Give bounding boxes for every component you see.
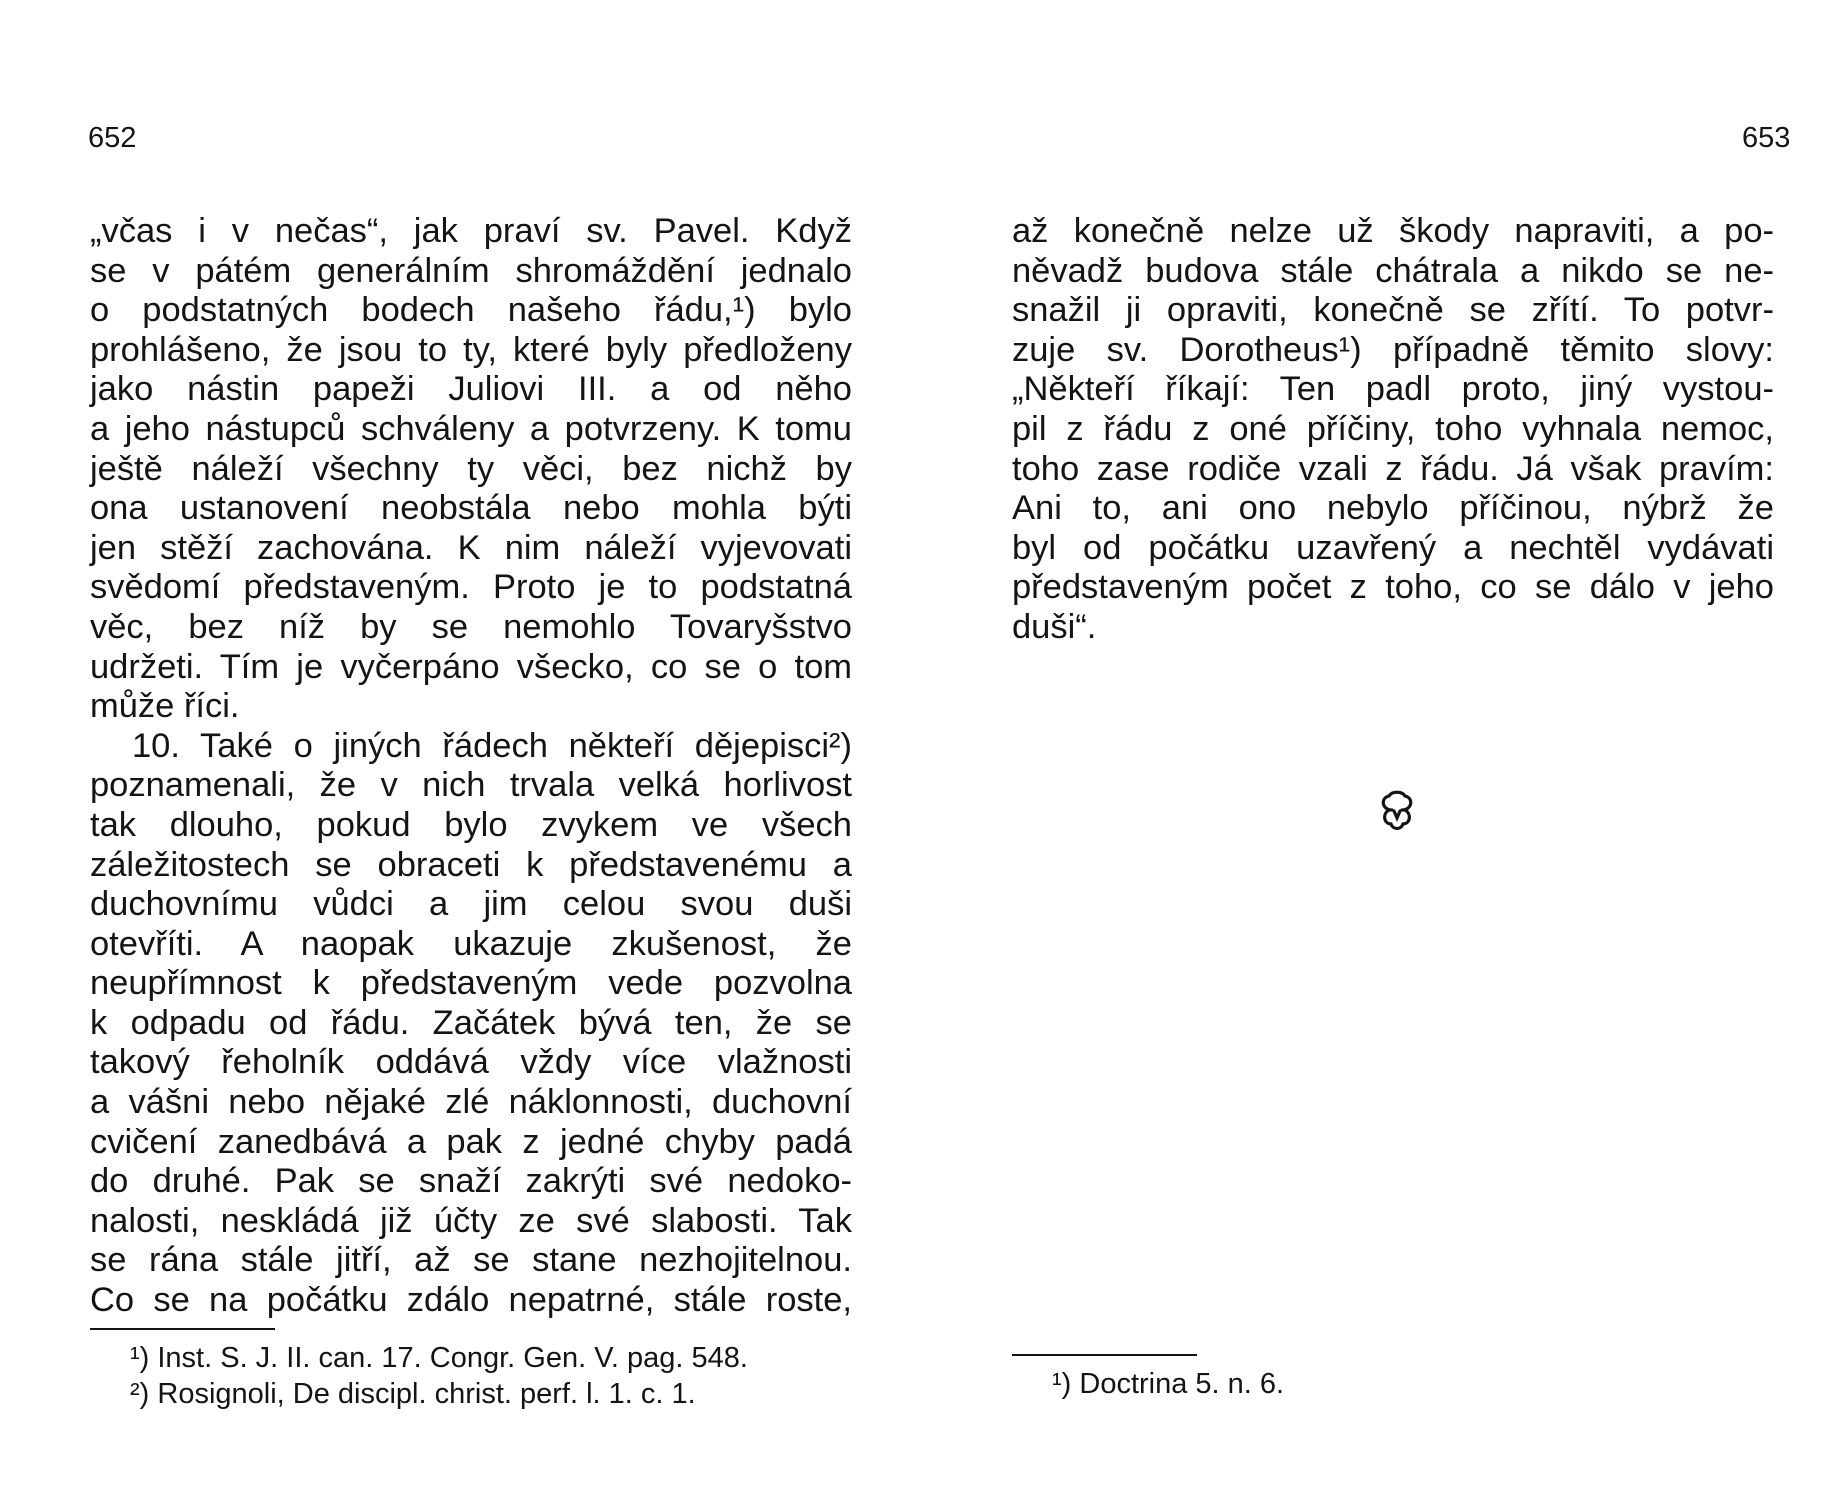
text-line: ona ustanovení neobstála nebo mohla býti (90, 489, 852, 528)
left-page-text (90, 212, 852, 1321)
text-line: duchovnímu vůdci a jim celou svou duši (90, 885, 852, 924)
text-line: pil z řádu z oné příčiny, toho vyhnala nemoc, (1012, 409, 1774, 448)
text-line: otevříti. A naopak ukazuje zkušenost, že (90, 924, 852, 963)
text-line: tak dlouho, pokud bylo zvykem ve všech (90, 805, 852, 844)
text-line: „včas i v nečas“, jak praví sv. Pavel. Když (90, 212, 852, 250)
text-line: cvičení zanedbává a pak z jedné chyby padá (90, 1122, 852, 1161)
text-line: nalosti, neskládá již účty ze své slabosti. Tak (90, 1201, 852, 1240)
text-line: jen stěží zachována. K nim náleží vyjevovati (90, 528, 852, 567)
text-line: ještě náleží všechny ty věci, bez nichž by (90, 449, 852, 488)
footnote-divider (90, 1328, 275, 1330)
text-line: Co se na počátku zdálo nepatrné, stále roste, (90, 1281, 852, 1320)
footnote: ¹) Doctrina 5. n. 6. (1052, 1368, 1285, 1400)
page-number-left: 652 (88, 122, 137, 154)
text-line: prohlášeno, že jsou to ty, které byly předloženy (90, 330, 852, 369)
text-line: se rána stále jitří, až se stane nezhojitelnou. (90, 1241, 852, 1280)
text-line: udržeti. Tím je vyčerpáno všecko, co se o tom (90, 647, 852, 686)
text-line: věc, bez níž by se nemohlo Tovaryšstvo (90, 607, 852, 646)
text-line: neupřímnost k představeným vede pozvolna (90, 964, 852, 1003)
page-number-right: 653 (1742, 122, 1791, 154)
text-line: toho zase rodiče vzali z řádu. Já však pravím: (1012, 449, 1774, 488)
trefoil-ornament-icon (1372, 788, 1422, 838)
text-line: svědomí představeným. Proto je to podstatná (90, 568, 852, 607)
footnotes-right (1052, 1366, 1752, 1402)
footnote: ¹) Inst. S. J. II. can. 17. Congr. Gen. V. pag. 548. (130, 1342, 748, 1374)
paragraph-start-line: 10. Také o jiných řádech někteří dějepisci²) (132, 726, 852, 765)
text-line: Ani to, ani ono nebylo příčinou, nýbrž že (1012, 489, 1774, 528)
text-line: se v pátém generálním shromáždění jednalo (90, 251, 852, 290)
text-line: duši“. (1012, 607, 1097, 646)
right-page (912, 0, 1824, 1500)
text-line: zuje sv. Dorotheus¹) případně těmito slovy: (1012, 330, 1774, 369)
right-page-text (1012, 212, 1774, 648)
text-line: a vášni nebo nějaké zlé náklonnosti, duchovní (90, 1083, 852, 1122)
text-line: představeným počet z toho, co se dálo v jeho (1012, 568, 1774, 607)
text-line: záležitostech se obraceti k představenému a (90, 845, 852, 884)
text-line: do druhé. Pak se snaží zakrýti své nedoko- (90, 1162, 852, 1201)
text-line: byl od počátku uzavřený a nechtěl vydávati (1012, 528, 1774, 567)
text-line: takový řeholník oddává vždy více vlažnosti (90, 1043, 852, 1082)
text-line: něvadž budova stále chátrala a nikdo se ne- (1012, 251, 1774, 290)
text-line: může říci. (90, 687, 240, 726)
text-line: o podstatných bodech našeho řádu,¹) bylo (90, 291, 852, 330)
text-line: k odpadu od řádu. Začátek bývá ten, že se (90, 1003, 852, 1042)
footnote: ²) Rosignoli, De discipl. christ. perf. l. 1. c. 1. (130, 1378, 696, 1410)
text-line: a jeho nástupců schváleny a potvrzeny. K tomu (90, 409, 852, 448)
text-line: snažil ji opraviti, konečně se zřítí. To potvr- (1012, 291, 1774, 330)
text-line: jako nástin papeži Juliovi III. a od něho (90, 370, 852, 409)
footnotes-left (130, 1340, 850, 1412)
text-line: poznamenali, že v nich trvala velká horlivost (90, 766, 852, 805)
text-line: „Někteří říkají: Ten padl proto, jiný vystou- (1012, 370, 1774, 409)
text-line: až konečně nelze už škody napraviti, a po- (1012, 212, 1774, 250)
footnote-divider (1012, 1354, 1197, 1356)
